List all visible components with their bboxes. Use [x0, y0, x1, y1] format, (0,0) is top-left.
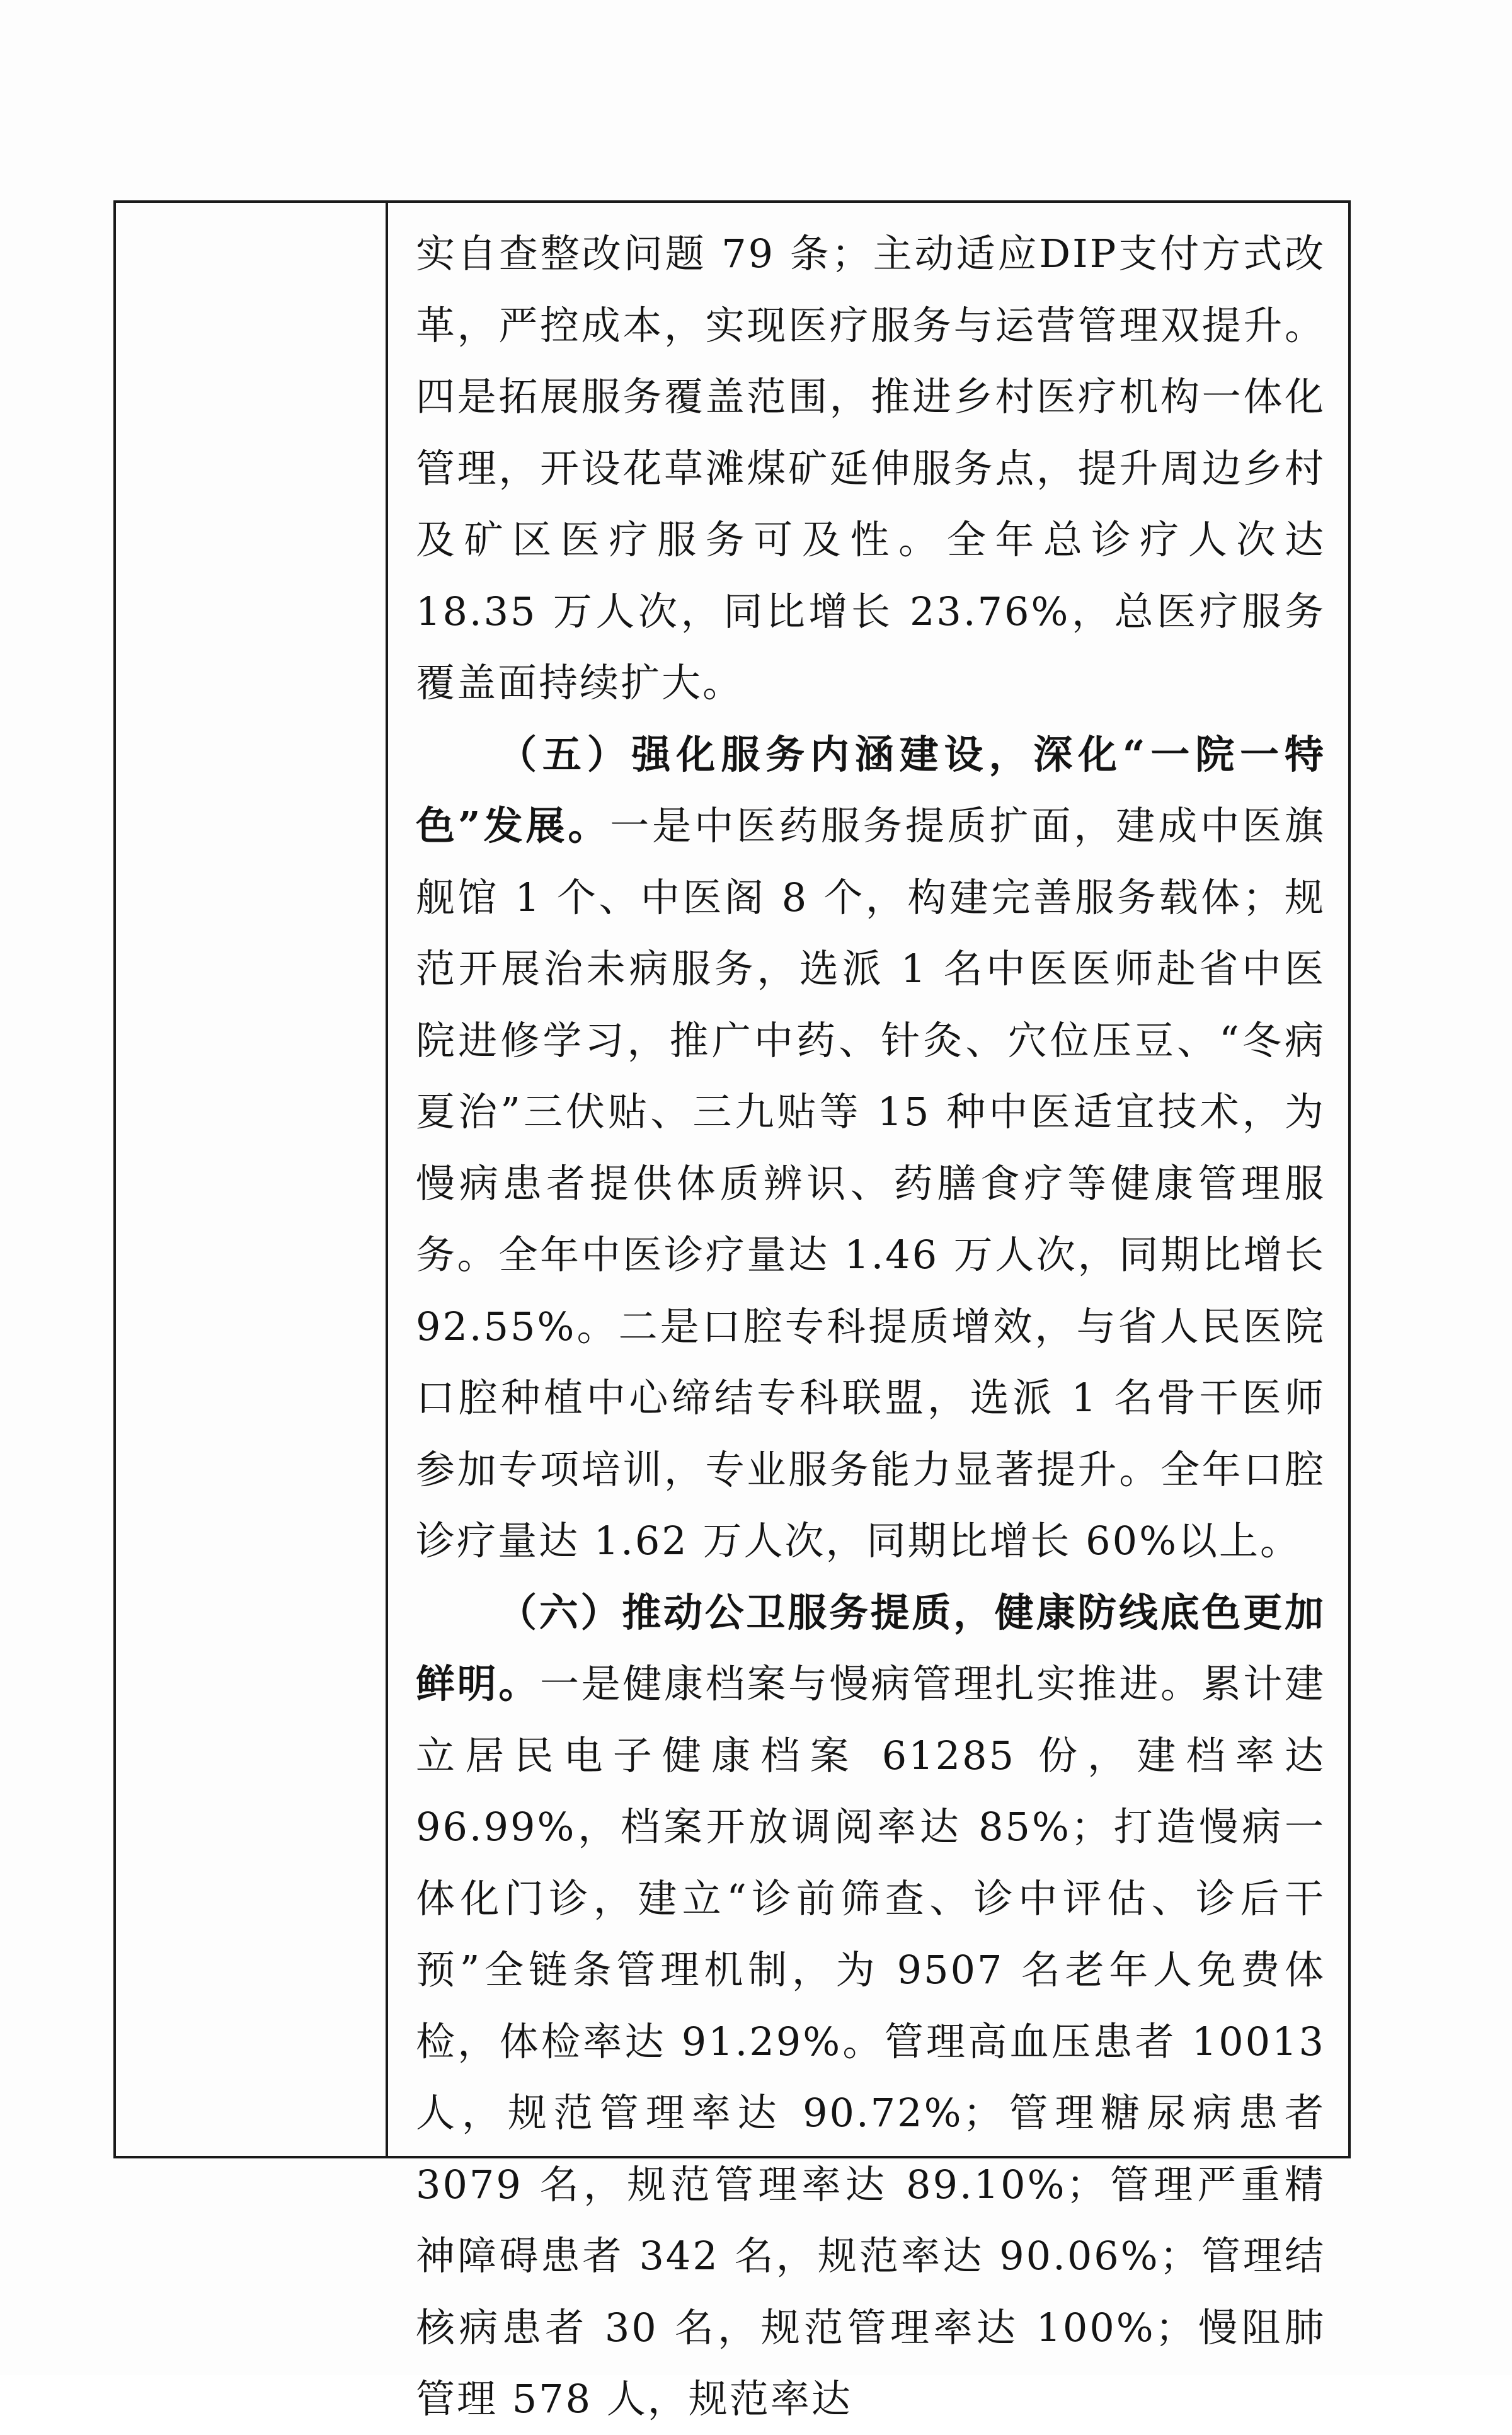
table-content-cell [388, 203, 1348, 2422]
paragraph-section-six [416, 1577, 1326, 2435]
paragraph-section-five [416, 719, 1326, 1577]
form-table [113, 200, 1351, 2422]
paragraph-continuation [416, 218, 1326, 719]
table-label-cell [116, 203, 386, 2156]
paragraph-body: 实自查整改问题 79 条；主动适应DIP支付方式改革，严控成本，实现医疗服务与运营管理双提升。四是拓展服务覆盖范围，推进乡村医疗机构一体化管理，开设花草滩煤矿延伸服务点，提升周边乡村及矿区医疗服务可及性。全年总诊疗人次达 18.35 万人次，同比增长 23.76%，总医疗服务覆盖面持续扩大。 [416, 231, 1326, 706]
paragraph-body: 一是中医药服务提质扩面，建成中医旗舰馆 1 个、中医阁 8 个，构建完善服务载体；规范开展治未病服务，选派 1 名中医医师赴省中医院进修学习，推广中药、针灸、穴位压豆、“冬病夏治”三伏贴、三九贴等 15 种中医适宜技术，为慢病患者提供体质辨识、药膳食疗等健康管理服务。全年中医诊疗量达 1.46 万人次，同期比增长 92.55%。二是口腔专科提质增效，与省人民医院口腔种植中心缔结专科联盟，选派 1 名骨干医师参加专项培训，专业服务能力显著提升。全年口腔诊疗量达 1.62 万人次，同期比增长 60%以上。 [416, 803, 1326, 1564]
paragraph-body: 一是健康档案与慢病管理扎实推进。累计建立居民电子健康档案 61285 份，建档率达 96.99%，档案开放调阅率达 85%；打造慢病一体化门诊，建立“诊前筛查、诊中评估、诊后干预”全链条管理机制，为 9507 名老年人免费体检，体检率达 91.29%。管理高血压患者 10013 人，规范管理率达 90.72%；管理糖尿病患者 3079 名，规范管理率达 89.10%；管理严重精神障碍患者 342 名，规范率达 90.06%；管理结核病患者 30 名，规范管理率达 100%；慢阻肺管理 578 人，规范率达 [416, 1661, 1326, 2422]
section-heading: （六）推动公卫服务提质，健康防线底色更加鲜明。 [416, 1589, 1326, 1707]
section-heading: （五）强化服务内涵建设，深化“一院一特色”发展。 [416, 731, 1326, 849]
